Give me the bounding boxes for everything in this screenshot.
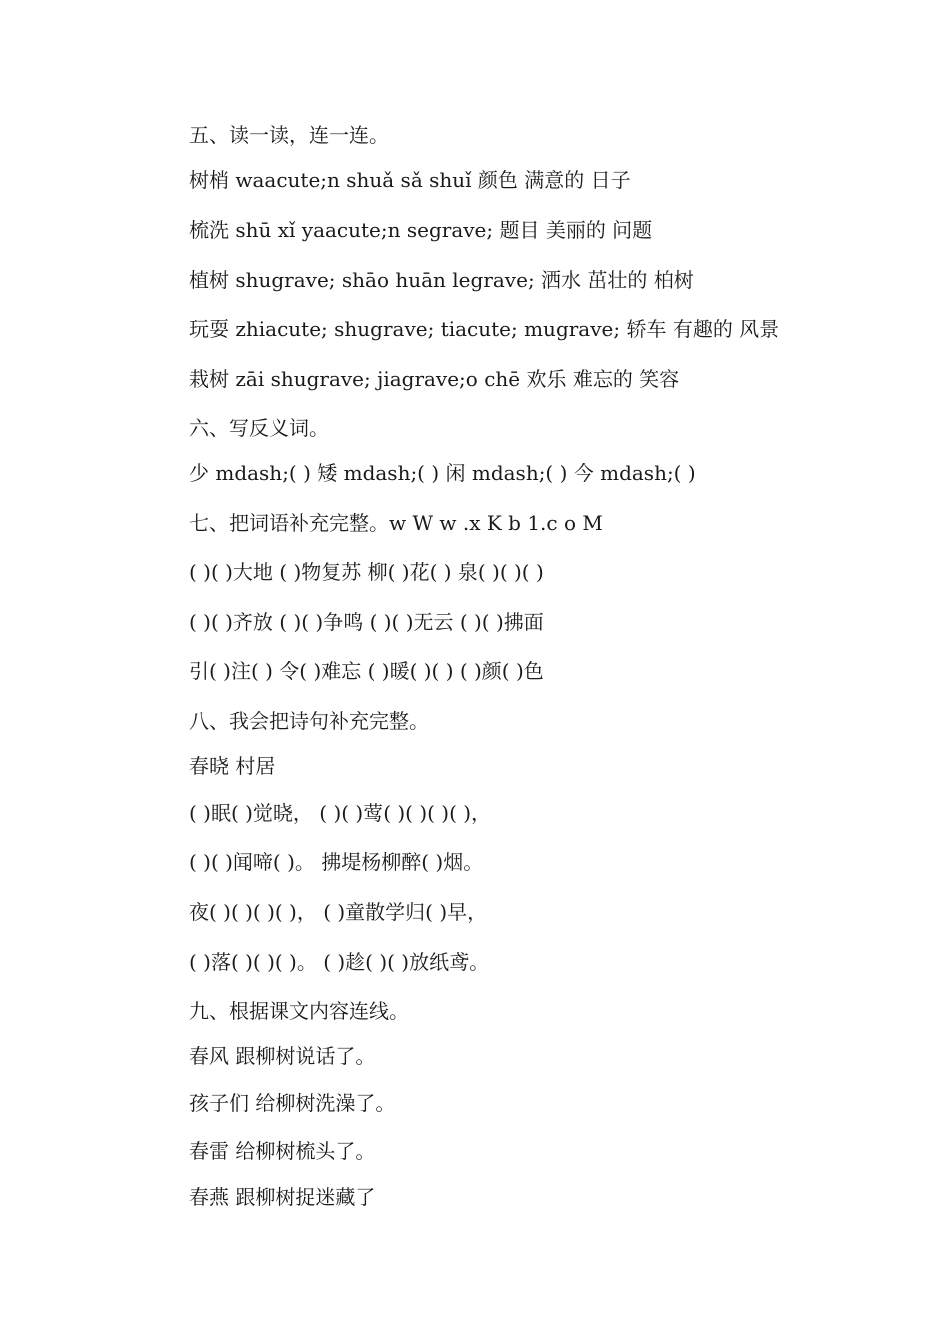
idiom-row-3: 引( )注( ) 令( )难忘 ( )暖( )( ) ( )颜( )色: [189, 659, 544, 683]
section-6-heading: 六、写反义词。: [189, 416, 329, 440]
matching-row-5: 栽树 zāi shugrave; jiagrave;o chē 欢乐 难忘的 笑容: [189, 367, 680, 391]
poem-line-2: ( )( )闻啼( )。 拂堤杨柳醉( )烟。: [189, 850, 484, 874]
matching-row-4: 玩耍 zhiacute; shugrave; tiacute; mugrave; 轿车 有趣的 风景: [189, 317, 780, 341]
idiom-row-1: ( )( )大地 ( )物复苏 柳( )花( ) 泉( )( )( ): [189, 560, 544, 584]
matching-row-2: 梳洗 shū xǐ yaacute;n segrave; 题目 美丽的 问题: [189, 218, 653, 242]
section-9-heading: 九、根据课文内容连线。: [189, 999, 409, 1023]
poem-line-4: ( )落( )( )( )。 ( )趁( )( )放纸鸢。: [189, 950, 490, 974]
poem-line-3: 夜( )( )( )( )， ( )童散学归( )早，: [189, 900, 488, 924]
matching-row-3: 植树 shugrave; shāo huān legrave; 洒水 茁壮的 柏树: [189, 268, 694, 292]
section-5-heading: 五、读一读，连一连。: [189, 123, 389, 147]
connect-row-1: 春风 跟柳树说话了。: [189, 1044, 376, 1068]
connect-row-3: 春雷 给柳树梳头了。: [189, 1139, 376, 1163]
connect-row-4: 春燕 跟柳树捉迷藏了: [189, 1185, 376, 1209]
section-8-heading: 八、我会把诗句补充完整。: [189, 709, 429, 733]
connect-row-2: 孩子们 给柳树洗澡了。: [189, 1091, 396, 1115]
idiom-row-2: ( )( )齐放 ( )( )争鸣 ( )( )无云 ( )( )拂面: [189, 610, 544, 634]
poem-line-1: ( )眠( )觉晓， ( )( )莺( )( )( )( )，: [189, 801, 492, 825]
poem-titles: 春晓 村居: [189, 754, 276, 778]
matching-row-1: 树梢 waacute;n shuǎ sǎ shuǐ 颜色 满意的 日子: [189, 168, 631, 192]
section-7-heading: 七、把词语补充完整。w W w .x K b 1.c o M: [189, 511, 603, 535]
antonym-row: 少 mdash;( ) 矮 mdash;( ) 闲 mdash;( ) 今 mdash;( ): [189, 461, 696, 485]
